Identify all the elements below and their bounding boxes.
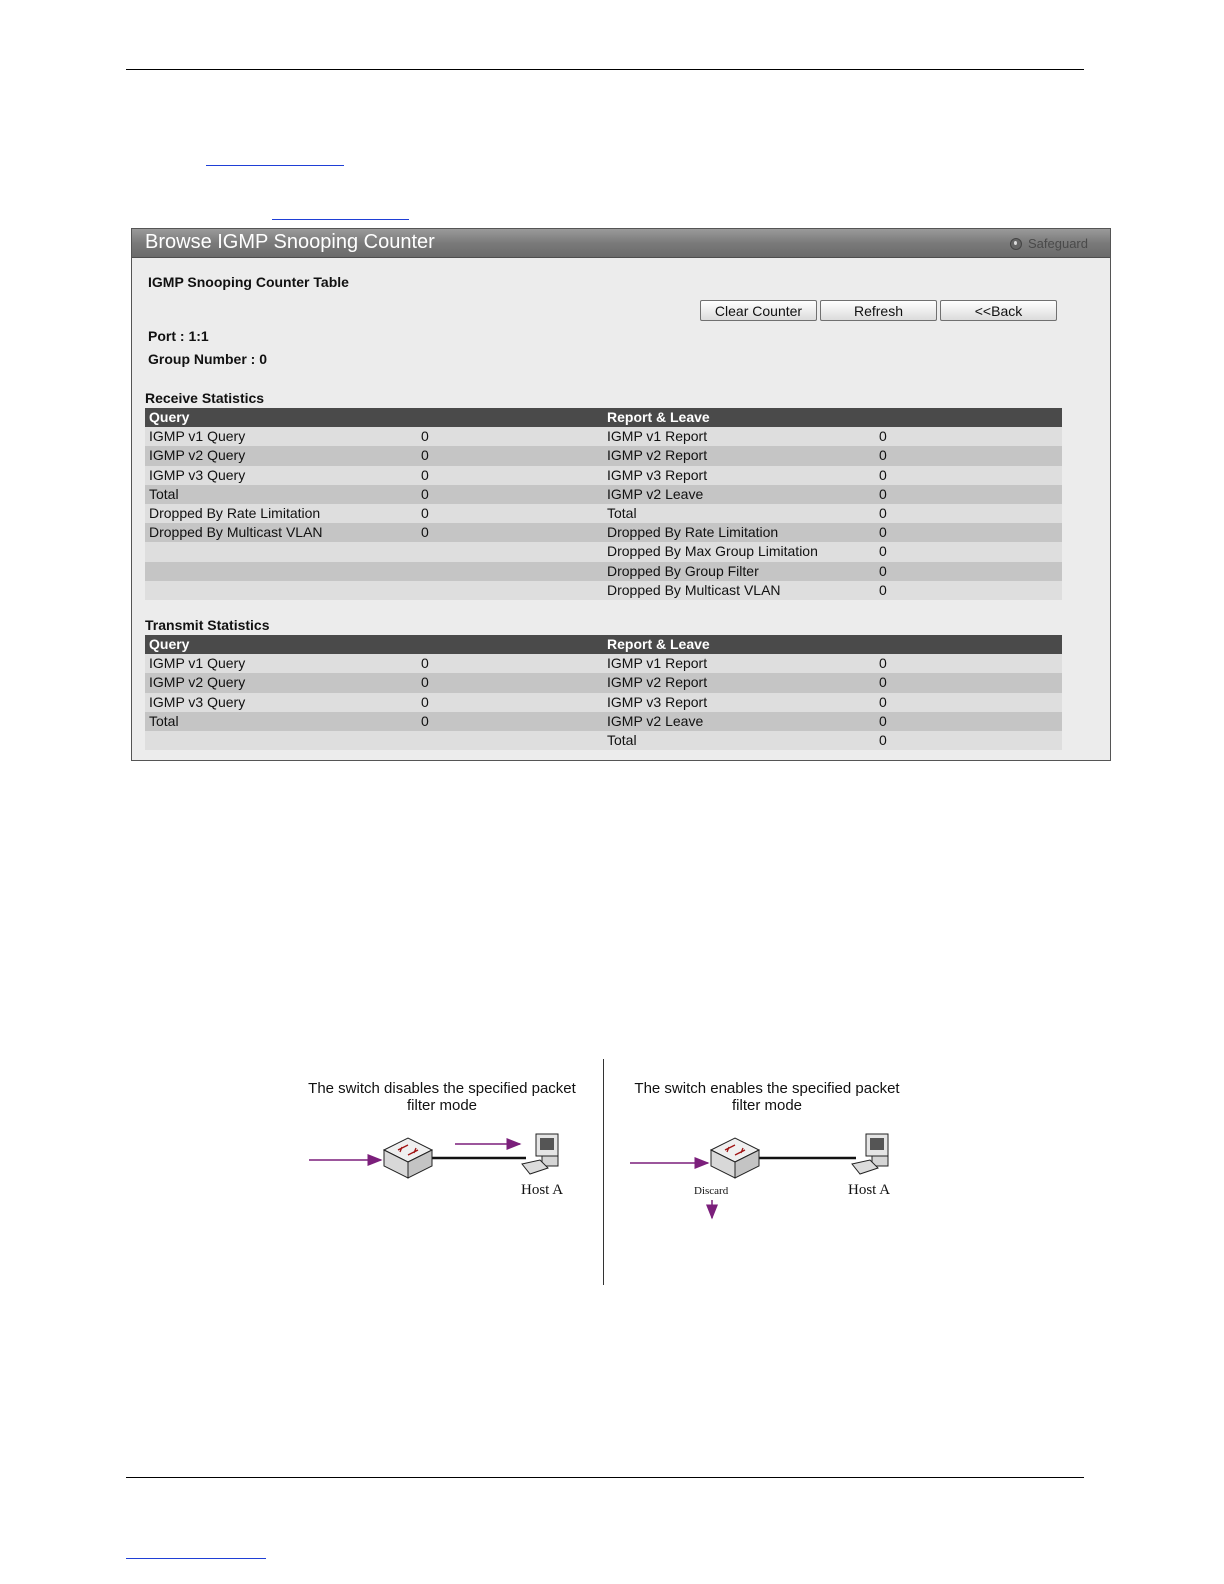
switch-icon — [384, 1138, 432, 1178]
host-a-label-left: Host A — [521, 1182, 564, 1198]
right-counter-value: 0 — [879, 674, 887, 691]
refresh-button[interactable]: Refresh — [820, 300, 937, 321]
left-counter-name: Total — [149, 712, 179, 729]
computer-icon — [522, 1134, 558, 1174]
right-counter-name: Total — [607, 504, 637, 521]
right-counter-name: IGMP v1 Report — [607, 655, 708, 672]
left-counter-value: 0 — [421, 655, 429, 672]
query-header: Query — [149, 409, 190, 425]
right-counter-name: Dropped By Max Group Limitation — [607, 543, 818, 560]
right-counter-value: 0 — [879, 524, 887, 541]
left-caption-line1: The switch disables the specified packet — [308, 1080, 576, 1097]
right-counter-value: 0 — [879, 504, 887, 521]
left-counter-name: IGMP v3 Query — [149, 693, 246, 710]
left-counter-name: IGMP v3 Query — [149, 466, 246, 483]
left-counter-name: IGMP v2 Query — [149, 674, 246, 691]
right-counter-value: 0 — [879, 543, 887, 560]
host-a-label-right: Host A — [848, 1182, 891, 1198]
switch-icon — [711, 1138, 759, 1178]
right-counter-name: IGMP v2 Leave — [607, 485, 704, 502]
port-label: Port : 1:1 — [148, 328, 209, 344]
right-counter-value: 0 — [879, 428, 887, 445]
left-counter-value: 0 — [421, 485, 429, 502]
right-counter-name: Dropped By Multicast VLAN — [607, 581, 781, 598]
right-counter-name: IGMP v1 Report — [607, 428, 708, 445]
right-counter-value: 0 — [879, 693, 887, 710]
right-counter-value: 0 — [879, 562, 887, 579]
right-counter-name: Total — [607, 731, 637, 748]
right-caption-line2: filter mode — [731, 1097, 803, 1114]
left-counter-name: IGMP v1 Query — [149, 655, 246, 672]
left-counter-value: 0 — [421, 712, 429, 729]
left-counter-value: 0 — [421, 524, 429, 541]
group-number-label: Group Number : 0 — [148, 351, 268, 367]
right-counter-value: 0 — [879, 485, 887, 502]
safeguard-label: Safeguard — [1028, 236, 1088, 251]
left-caption-line2: filter mode — [406, 1097, 478, 1114]
right-counter-name: IGMP v3 Report — [607, 466, 708, 483]
left-counter-value: 0 — [421, 693, 429, 710]
left-counter-name: IGMP v2 Query — [149, 447, 246, 464]
left-counter-value: 0 — [421, 447, 429, 464]
right-counter-value: 0 — [879, 466, 887, 483]
computer-icon — [852, 1134, 888, 1174]
discard-label: Discard — [694, 1185, 729, 1197]
left-counter-value: 0 — [421, 428, 429, 445]
clear-counter-button[interactable]: Clear Counter — [700, 300, 817, 321]
right-counter-name: Dropped By Rate Limitation — [607, 524, 779, 541]
query-header: Query — [149, 636, 190, 652]
right-counter-name: IGMP v2 Report — [607, 674, 708, 691]
transmit-statistics-title: Transmit Statistics — [145, 617, 270, 633]
left-counter-value: 0 — [421, 504, 429, 521]
right-counter-name: Dropped By Group Filter — [607, 562, 759, 579]
right-counter-value: 0 — [879, 447, 887, 464]
right-counter-name: IGMP v2 Leave — [607, 712, 704, 729]
left-counter-name: Dropped By Multicast VLAN — [149, 524, 323, 541]
right-counter-name: IGMP v2 Report — [607, 447, 708, 464]
back-button[interactable]: <<Back — [940, 300, 1057, 321]
right-counter-value: 0 — [879, 655, 887, 672]
left-counter-name: Dropped By Rate Limitation — [149, 504, 321, 521]
table-title: IGMP Snooping Counter Table — [148, 274, 349, 290]
left-counter-value: 0 — [421, 466, 429, 483]
right-counter-name: IGMP v3 Report — [607, 693, 708, 710]
left-counter-name: Total — [149, 485, 179, 502]
right-caption-line1: The switch enables the specified packet — [634, 1080, 900, 1097]
left-counter-name: IGMP v1 Query — [149, 428, 246, 445]
report-leave-header: Report & Leave — [607, 636, 710, 652]
report-leave-header: Report & Leave — [607, 409, 710, 425]
right-counter-value: 0 — [879, 712, 887, 729]
left-counter-value: 0 — [421, 674, 429, 691]
receive-statistics-title: Receive Statistics — [145, 390, 265, 406]
window-title: Browse IGMP Snooping Counter — [145, 231, 435, 253]
right-counter-value: 0 — [879, 581, 887, 598]
right-counter-value: 0 — [879, 731, 887, 748]
